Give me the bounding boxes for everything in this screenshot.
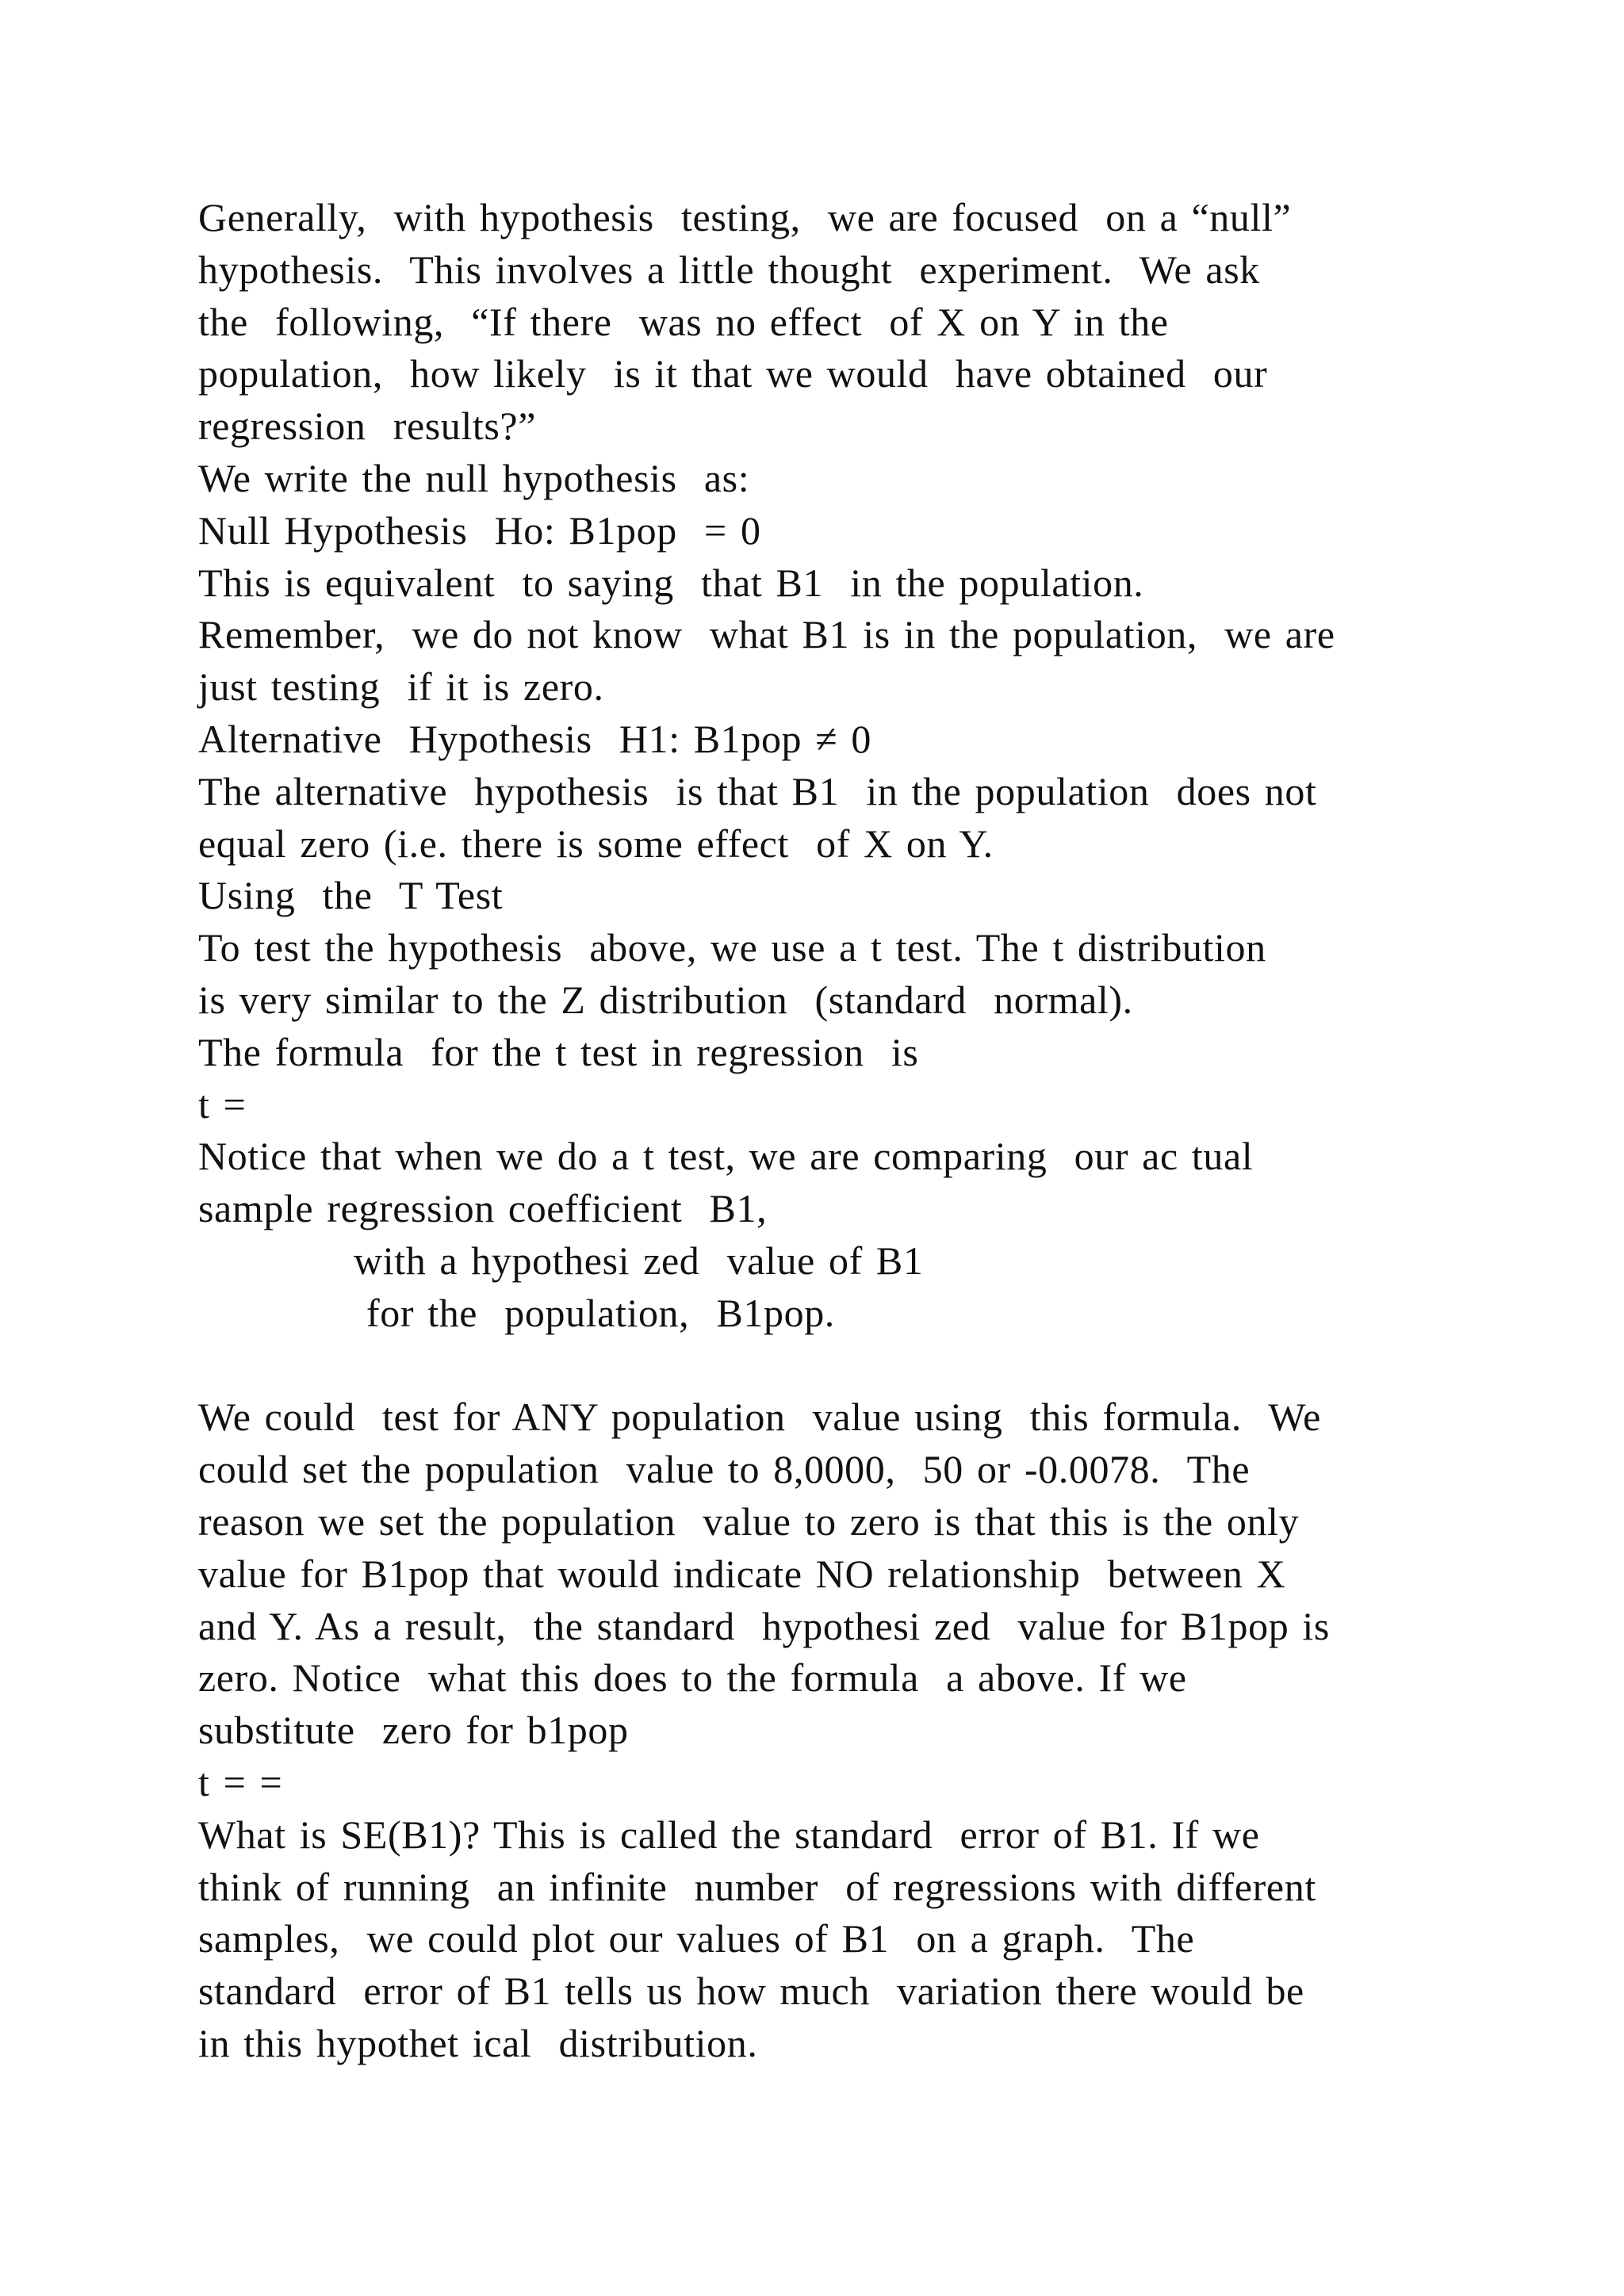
text-line: value for B1pop that would indicate NO relationship between X bbox=[198, 1551, 1286, 1596]
blank-line bbox=[198, 1340, 1483, 1392]
document-body bbox=[198, 192, 1483, 2070]
text-line: zero. Notice what this does to the formula a above. If we bbox=[198, 1655, 1187, 1701]
text-line: This is equivalent to saying that B1 in the population. bbox=[198, 560, 1144, 605]
text-line: To test the hypothesis above, we use a t test. The t distribution bbox=[198, 925, 1266, 970]
text-line: sample regression coefficient B1, bbox=[198, 1186, 768, 1231]
text-line: We write the null hypothesis as: bbox=[198, 455, 750, 500]
text-line: What is SE(B1)? This is called the standard error of B1. If we bbox=[198, 1812, 1260, 1857]
text-line: equal zero (i.e. there is some effect of X on Y. bbox=[198, 821, 994, 866]
formula-line: t = bbox=[198, 1081, 247, 1127]
text-line: substitute zero for b1pop bbox=[198, 1708, 629, 1753]
text-line: reason we set the population value to zero is that this is the only bbox=[198, 1498, 1300, 1544]
indented-line: with a hypothesi zed value of B1 bbox=[354, 1238, 924, 1283]
text-line: just testing if it is zero. bbox=[198, 664, 604, 710]
text-line: standard error of B1 tells us how much variation there would be bbox=[198, 1969, 1304, 2014]
text-line: Generally, with hypothesis testing, we are focused on a “null” bbox=[198, 195, 1292, 239]
text-line: The alternative hypothesis is that B1 in the population does not bbox=[198, 768, 1317, 813]
text-line: is very similar to the Z distribution (standard normal). bbox=[198, 977, 1133, 1022]
text-line: Notice that when we do a t test, we are comparing our ac tual bbox=[198, 1134, 1254, 1179]
text-line: samples, we could plot our values of B1 on a graph. The bbox=[198, 1916, 1195, 1961]
text-line: Remember, we do not know what B1 is in the population, we are bbox=[198, 612, 1335, 657]
text-line: hypothesis. This involves a little thought experiment. We ask bbox=[198, 247, 1260, 292]
alternative-hypothesis-line: Alternative Hypothesis H1: B1pop ≠ 0 bbox=[198, 716, 871, 761]
text-line: population, how likely is it that we would have obtained our bbox=[198, 351, 1268, 396]
text-line: in this hypothet ical distribution. bbox=[198, 2020, 758, 2065]
text-line: and Y. As a result, the standard hypothesi zed value for B1pop is bbox=[198, 1603, 1330, 1648]
indented-line: for the population, B1pop. bbox=[366, 1290, 835, 1335]
text-line: the following, “If there was no effect of X on Y in the bbox=[198, 299, 1169, 344]
text-line: We could test for ANY population value using this formula. We bbox=[198, 1395, 1321, 1440]
text-line: think of running an infinite number of regressions with different bbox=[198, 1864, 1316, 1909]
text-line: The formula for the t test in regression is bbox=[198, 1029, 919, 1074]
text-line: could set the population value to 8,0000, 50 or -0.0078. The bbox=[198, 1447, 1251, 1492]
section-heading: Using the T Test bbox=[198, 873, 504, 918]
text-line: regression results?” bbox=[198, 404, 537, 449]
null-hypothesis-line: Null Hypothesis Ho: B1pop = 0 bbox=[198, 507, 761, 553]
formula-line: t = = bbox=[198, 1759, 283, 1804]
